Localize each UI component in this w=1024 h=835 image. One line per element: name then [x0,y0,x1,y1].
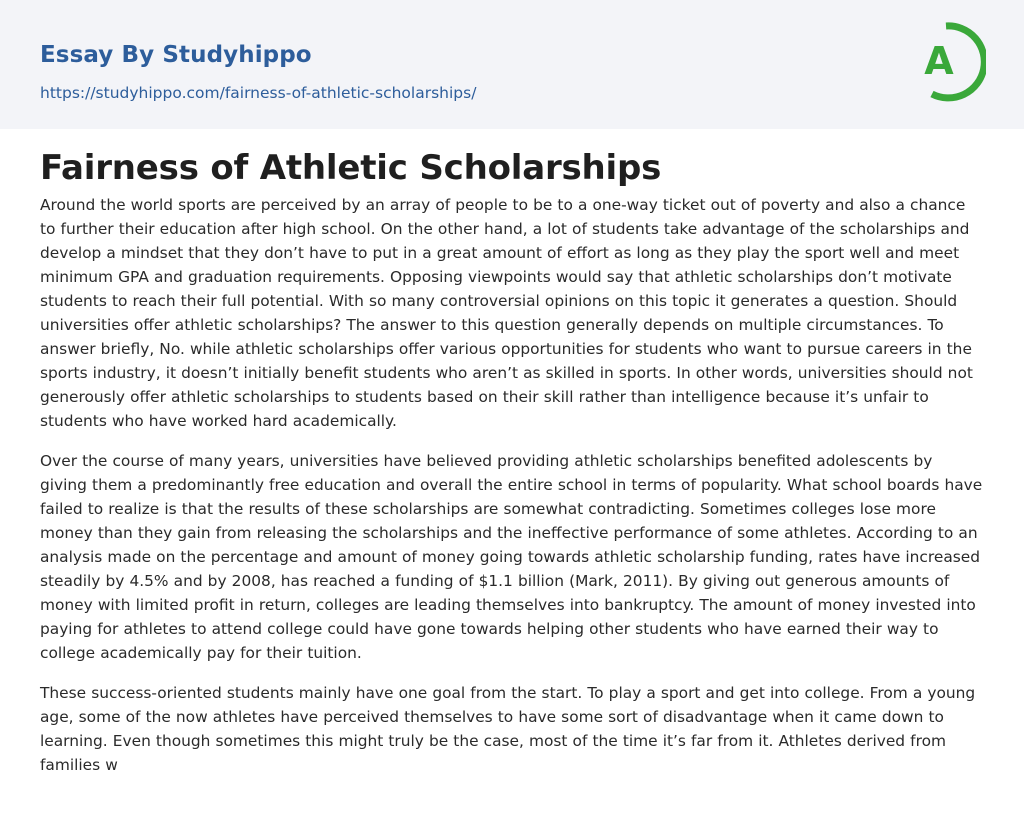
article [0,129,1024,777]
page-title: Fairness of Athletic Scholarships [40,148,662,188]
article-paragraph: Over the course of many years, universities have believed providing athletic scholarships benefited adolescents by giving them a predominantly free education and overall the entire school in terms of popularity. What school boards have failed to realize is that the results of these scholarships are somewhat contradicting. Sometimes colleges lose more money than they gain from releasing the scholarships and the ineffective performance of some athletes. According to an analysis made on the percentage and amount of money going towards athletic scholarship funding, rates have increased steadily by 4.5% and by 2008, has reached a funding of $1.1 billion (Mark, 2011). By giving out generous amounts of money with limited profit in return, colleges are leading themselves into bankruptcy. The amount of money invested into paying for athletes to attend college could have gone towards helping other students who have earned their way to college academically pay for their tuition. [40,452,983,662]
brand-title: Essay By Studyhippo [40,42,312,68]
article-paragraph: These success-oriented students mainly have one goal from the start. To play a sport and get into college. From a young age, some of the now athletes have perceived themselves to have some sort of disadvantage when it came down to learning. Even though sometimes this might truly be the case, most of the time it’s far from it. Athletes derived from families w [40,684,976,774]
essay-url-link[interactable]: https://studyhippo.com/fairness-of-athletic-scholarships/ [40,84,477,102]
article-paragraph: Around the world sports are perceived by an array of people to be to a one-way ticket out of poverty and also a chance to further their education after high school. On the other hand, a lot of students take advantage of the scholarships and develop a mindset that they don’t have to put in a great amount of effort as long as they play the sport well and meet minimum GPA and graduation requirements. Opposing viewpoints would say that athletic scholarships don’t motivate students to reach their full potential. With so many controversial opinions on this topic it generates a question. Should universities offer athletic scholarships? The answer to this question generally depends on multiple circumstances. To answer briefly, No. while athletic scholarships offer various opportunities for students who want to pursue careers in the sports industry, it doesn’t initially benefit students who aren’t as skilled in sports. In other words, universities should not generously offer athletic scholarships to students based on their skill rather than intelligence because it’s unfair to students who have worked hard academically. [40,196,973,430]
site-header [0,0,1024,129]
logo-letter: A [924,39,954,83]
studyhippo-logo-icon[interactable] [910,18,986,106]
